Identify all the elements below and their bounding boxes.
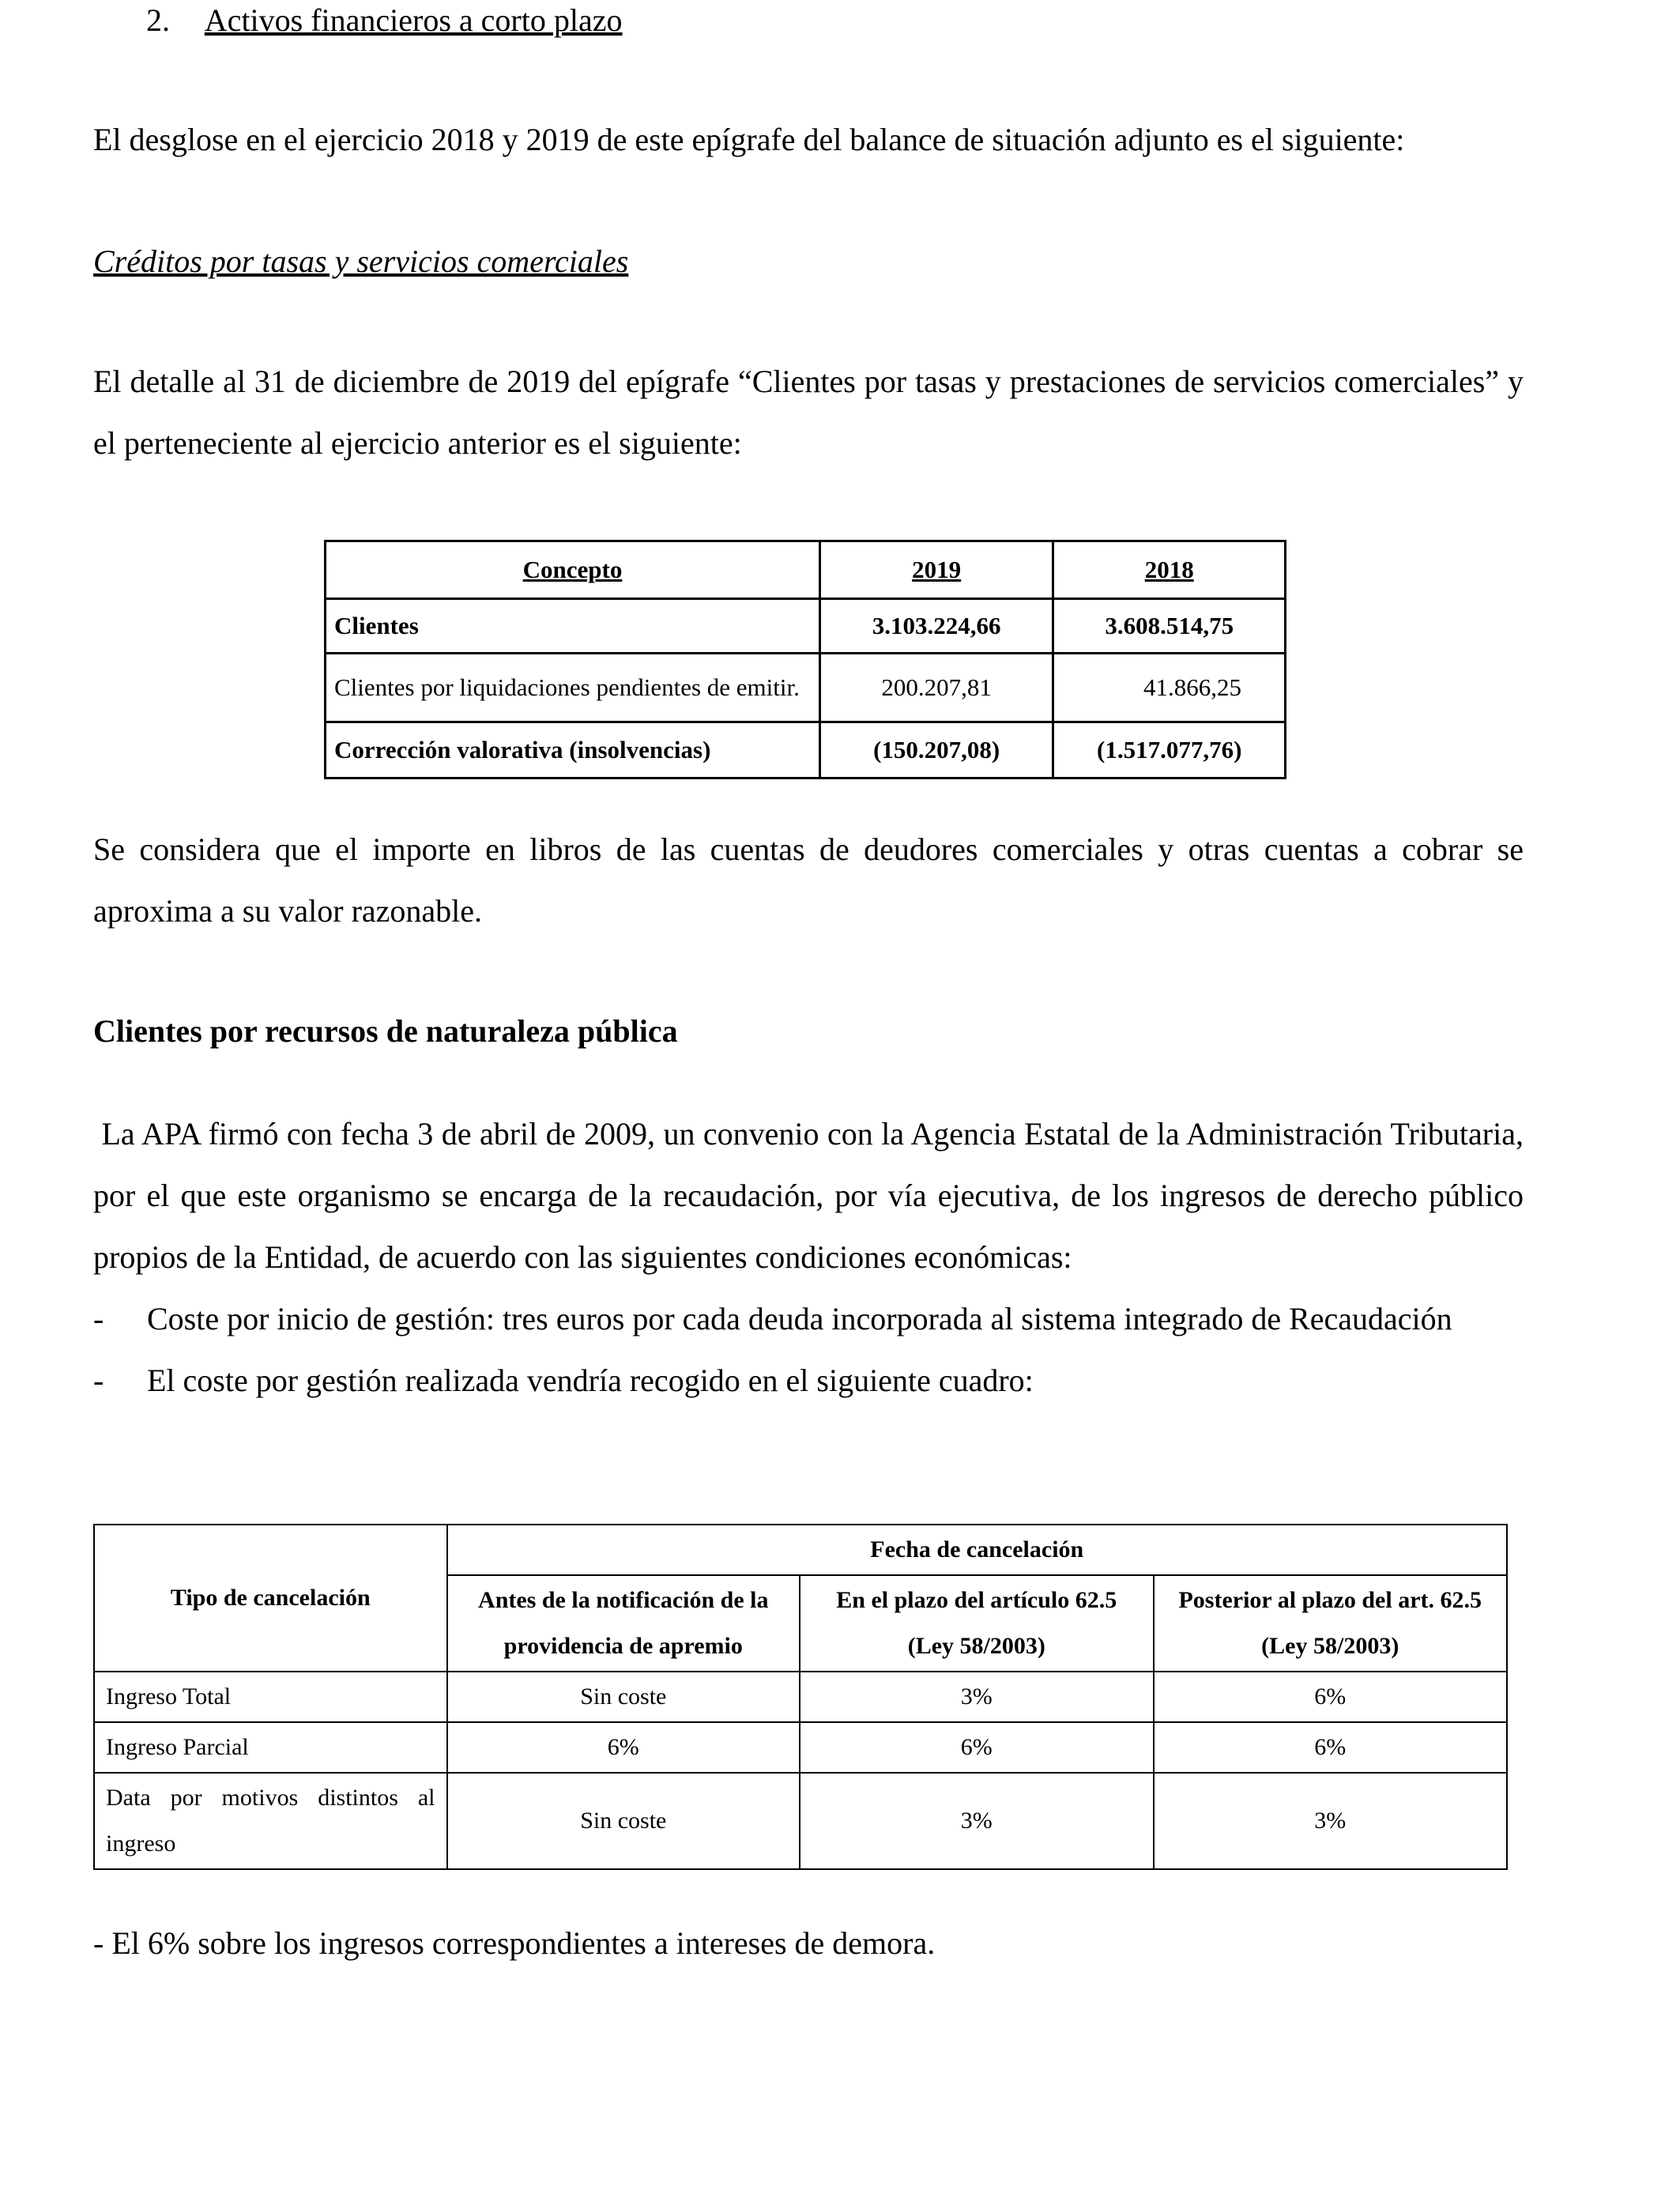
header-tipo-cancelacion: Tipo de cancelación	[94, 1525, 447, 1672]
row-concept: Clientes por liquidaciones pendientes de emitir.	[326, 654, 820, 722]
list-item	[93, 1350, 1524, 1412]
header-2019: 2019	[819, 541, 1053, 599]
row-concept: Clientes	[326, 599, 820, 654]
bullet-text: El coste por gestión realizada vendría recogido en el siguiente cuadro:	[147, 1363, 1034, 1398]
bullet-text: Coste por inicio de gestión: tres euros por cada deuda incorporada al sistema integrado de Recaudación	[147, 1301, 1452, 1336]
bullet-dash: -	[93, 1363, 104, 1398]
section2-title: Clientes por recursos de naturaleza pública	[93, 1013, 678, 1049]
row-label: Ingreso Parcial	[94, 1722, 447, 1773]
header-antes-notificacion: Antes de la notificación de la providencia de apremio	[447, 1575, 800, 1672]
row-value: 6%	[800, 1722, 1153, 1773]
row-value-2019: 200.207,81	[819, 654, 1053, 722]
row-value-2018: 41.866,25	[1053, 654, 1286, 722]
clientes-table	[324, 540, 1286, 779]
row-value-2018: (1.517.077,76)	[1053, 722, 1286, 778]
bullet-dash: -	[93, 1301, 104, 1336]
header-posterior-plazo: Posterior al plazo del art. 62.5 (Ley 58/2003)	[1154, 1575, 1508, 1672]
row-value: 3%	[800, 1672, 1153, 1722]
section-heading	[146, 2, 623, 39]
row-value-2019: (150.207,08)	[819, 722, 1053, 778]
table-row	[94, 1672, 1507, 1722]
header-2018: 2018	[1053, 541, 1286, 599]
heading-number: 2.	[146, 2, 170, 38]
heading-title: Activos financieros a corto plazo	[204, 2, 623, 38]
row-value: 3%	[1154, 1773, 1508, 1869]
row-value: 3%	[800, 1773, 1153, 1869]
table-row	[94, 1722, 1507, 1773]
table-row	[326, 599, 1286, 654]
cancelacion-group-header-row	[94, 1525, 1507, 1575]
conditions-list	[93, 1288, 1524, 1412]
list-item	[93, 1288, 1524, 1350]
table-row	[326, 722, 1286, 778]
row-value-2018: 3.608.514,75	[1053, 599, 1286, 654]
header-fecha-cancelacion: Fecha de cancelación	[447, 1525, 1507, 1575]
row-value-2019: 3.103.224,66	[819, 599, 1053, 654]
row-value: 6%	[447, 1722, 800, 1773]
intro-paragraph: El desglose en el ejercicio 2018 y 2019 de este epígrafe del balance de situación adjunto es el siguiente:	[93, 122, 1405, 157]
section1-paragraph: El detalle al 31 de diciembre de 2019 del epígrafe “Clientes por tasas y prestaciones de servicios comerciales” y el perteneciente al ejercicio anterior es el siguiente:	[93, 364, 1524, 461]
valuation-note: Se considera que el importe en libros de las cuentas de deudores comerciales y otras cuentas a cobrar se aproxima a su valor razonable.	[93, 831, 1524, 929]
closing-note: - El 6% sobre los ingresos correspondientes a intereses de demora.	[93, 1925, 936, 1961]
row-value: Sin coste	[447, 1773, 800, 1869]
header-en-plazo: En el plazo del artículo 62.5 (Ley 58/2003)	[800, 1575, 1153, 1672]
header-concepto: Concepto	[326, 541, 820, 599]
section2-paragraph: La APA firmó con fecha 3 de abril de 2009, un convenio con la Agencia Estatal de la Administración Tributaria, por el que este organismo se encarga de la recaudación, por vía ejecutiva, de los ingresos de derecho público propios de la Entidad, de acuerdo con las siguientes condiciones económicas:	[93, 1116, 1531, 1275]
table-row	[326, 654, 1286, 722]
row-label: Data por motivos distintos al ingreso	[94, 1773, 447, 1869]
row-value: 6%	[1154, 1722, 1508, 1773]
row-concept: Corrección valorativa (insolvencias)	[326, 722, 820, 778]
cancelacion-table	[93, 1524, 1508, 1870]
row-value: Sin coste	[447, 1672, 800, 1722]
row-value: 6%	[1154, 1672, 1508, 1722]
section1-title: Créditos por tasas y servicios comerciales	[93, 243, 629, 279]
clientes-table-header	[326, 541, 1286, 599]
row-label: Ingreso Total	[94, 1672, 447, 1722]
table-row	[94, 1773, 1507, 1869]
